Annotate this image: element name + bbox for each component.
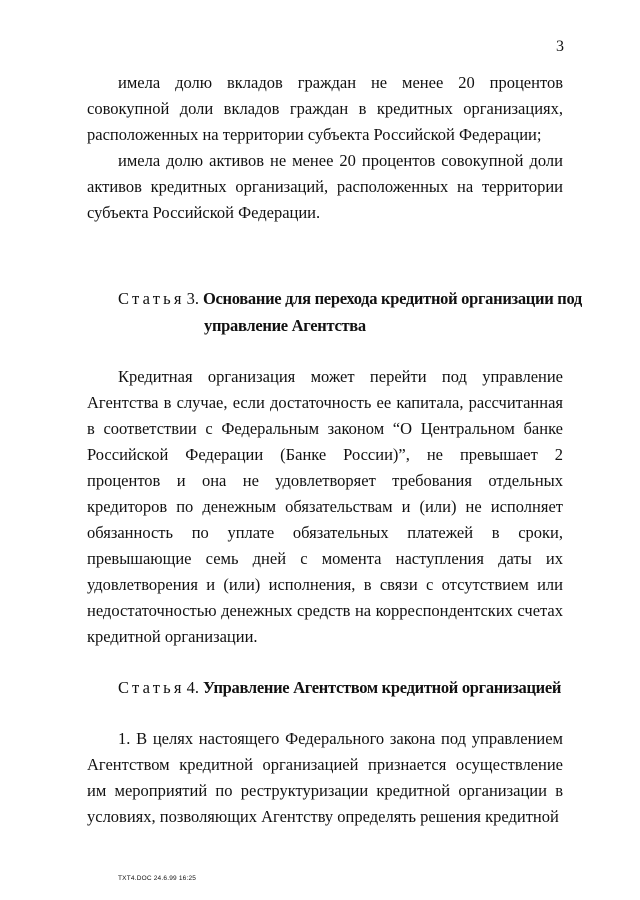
article-3-paragraph: Кредитная организация может перейти под управление Агентства в случае, если достаточность ее капитала, рассчитанная в соответствии с Федеральным законом “О Центральном банке Российской Федерации (Банке России)”, не превышает 2 процентов и она не удовлетворяет требования отдельных кредиторов по денежным обязательствам и (или) не исполняет обязанность по уплате обязательных платежей в сроки, превышающие семь дней с момента наступления даты их удовлетворения и (или) исполнения, в связи с отсутствием или недостаточностью денежных средств на корреспондентских счетах кредитной организации. [87,367,563,646]
article-3-number: 3. [186,289,199,308]
paragraph-assets-share: имела долю активов не менее 20 процентов совокупной доли активов кредитных организаций, расположенных на территории субъекта Российской Федерации. [87,151,563,222]
article-4-prefix: Статья [118,678,185,697]
intro-text-block [87,70,563,226]
article-3-body [87,364,563,650]
article-3-title-line2: управление Агентства [204,316,366,335]
article-4-number: 4. [186,678,199,697]
article-4-title: Управление Агентством кредитной организацией [203,678,562,697]
article-4-body [87,726,563,830]
footer-document-code: TXT4.DOC 24.6.99 16:25 [118,875,197,882]
paragraph-deposits-share: имела долю вкладов граждан не менее 20 процентов совокупной доли вкладов граждан в кредитных организациях, расположенных на территории субъекта Российской Федерации; [87,73,563,144]
article-3-title-line1: Основание для перехода кредитной организации под [203,289,582,308]
article-4-paragraph-1: 1. В целях настоящего Федерального закона под управлением Агентством кредитной организацией признается осуществление им мероприятий по реструктуризации кредитной организации в условиях, позволяющих Агентству определять решения кредитной [87,729,563,826]
article-3-prefix: Статья [118,289,185,308]
article-4-heading [118,675,561,701]
article-3-heading [118,286,582,312]
article-3-heading-continued [204,313,366,339]
page-number: 3 [556,38,564,55]
